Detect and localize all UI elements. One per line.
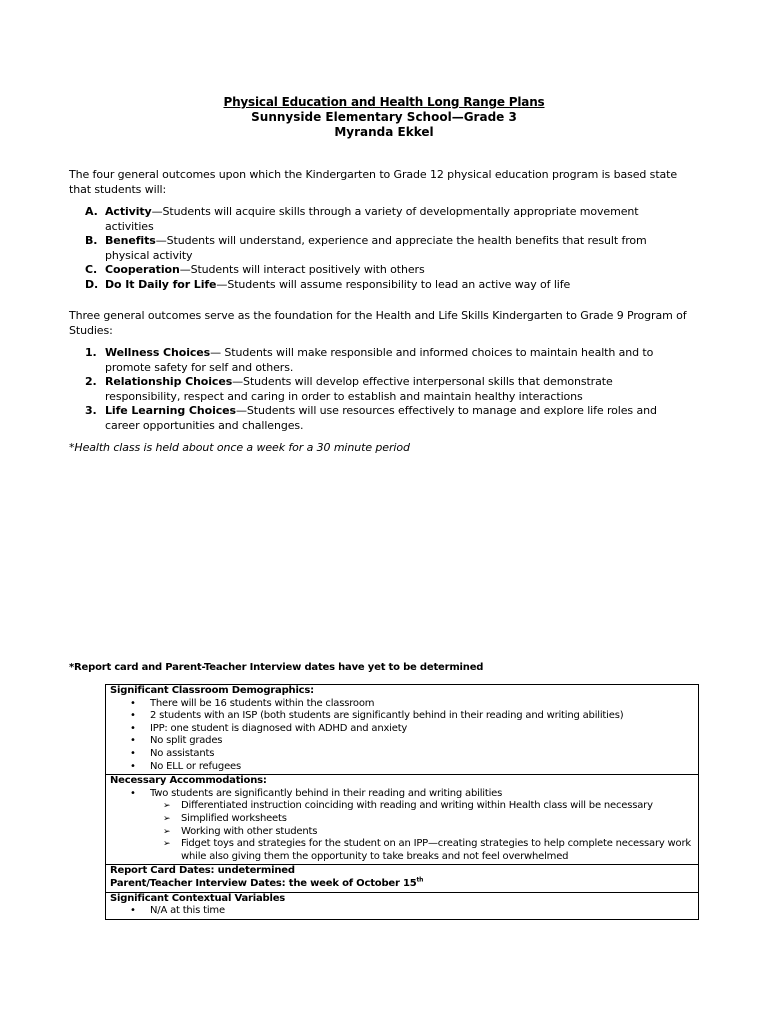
health-class-note: *Health class is held about once a week for a 30 minute period — [69, 441, 410, 454]
accommodations-heading: Necessary Accommodations: — [110, 775, 267, 787]
demographics-cell — [106, 685, 699, 775]
document-header — [0, 95, 768, 140]
outcome-term: Cooperation — [105, 263, 180, 276]
pe-outcomes-list — [69, 205, 689, 292]
outcome-text: —Students will use resources effectively to manage and explore life roles and career opportunities and challenges. — [105, 404, 657, 432]
list-item: D. Do It Daily for Life—Students will assume responsibility to lead an active way of life — [85, 277, 571, 291]
list-item: ➢ Working with other students — [110, 826, 698, 839]
pe-intro: The four general outcomes upon which the Kindergarten to Grade 12 physical education program is based state that students will: — [69, 168, 678, 196]
list-item: 3. Life Learning Choices—Students will use resources effectively to manage and explore life roles and career opportunities and challenges. — [85, 404, 657, 432]
health-intro: Three general outcomes serve as the foundation for the Health and Life Skills Kindergarten to Grade 9 Program of Studies: — [69, 309, 687, 337]
list-item: • IPP: one student is diagnosed with ADHD and anxiety — [110, 723, 698, 736]
list-item: B. Benefits—Students will understand, experience and appreciate the health benefits that result from physical activity — [85, 234, 647, 262]
outcome-text: —Students will acquire skills through a variety of developmentally appropriate movement activities — [105, 205, 639, 233]
list-item: A. Activity—Students will acquire skills through a variety of developmentally appropriate movement activities — [85, 205, 639, 233]
report-card-note: *Report card and Parent-Teacher Interview dates have yet to be determined — [69, 662, 484, 673]
school-name: Sunnyside Elementary School—Grade 3 — [251, 110, 517, 124]
list-item: • There will be 16 students within the classroom — [110, 698, 698, 711]
outcome-text: —Students will develop effective interpersonal skills that demonstrate responsibility, respect and caring in order to establish and maintain healthy interactions — [105, 375, 613, 403]
list-item: • No split grades — [110, 735, 698, 748]
report-card-dates: Report Card Dates: undetermined — [110, 865, 295, 877]
list-item: • No ELL or refugees — [110, 761, 698, 774]
list-item: • Two students are significantly behind in their reading and writing abilities — [110, 788, 698, 801]
outcome-term: Life Learning Choices — [105, 404, 236, 417]
table-row — [106, 775, 699, 865]
health-outcomes-list — [69, 346, 689, 433]
classroom-info-table — [105, 684, 699, 920]
contextual-cell — [106, 892, 699, 919]
contextual-list — [110, 905, 698, 918]
list-item: 2. Relationship Choices—Students will develop effective interpersonal skills that demonstrate responsibility, respect and caring in order to establish and maintain healthy interactions — [85, 375, 613, 403]
demographics-list — [110, 698, 698, 774]
list-item: ➢ Differentiated instruction coinciding with reading and writing within Health class will be necessary — [110, 800, 698, 813]
outcome-term: Wellness Choices — [105, 346, 211, 359]
list-item: ➢ Simplified worksheets — [110, 813, 698, 826]
author-name: Myranda Ekkel — [334, 125, 434, 139]
outcome-term: Do It Daily for Life — [105, 277, 217, 291]
table-row — [106, 865, 699, 892]
outcome-text: —Students will understand, experience and appreciate the health benefits that result from physical activity — [105, 234, 647, 262]
list-item: • N/A at this time — [110, 905, 698, 918]
demographics-heading: Significant Classroom Demographics: — [110, 685, 314, 696]
list-item: C. Cooperation—Students will interact positively with others — [85, 263, 425, 276]
list-item: 1. Wellness Choices— Students will make responsible and informed choices to maintain health and to promote safety for self and others. — [85, 346, 654, 374]
list-item: • No assistants — [110, 748, 698, 761]
document-title: Physical Education and Health Long Range Plans — [223, 95, 545, 109]
outcome-term: Relationship Choices — [105, 375, 233, 388]
outcome-term: Benefits — [105, 234, 156, 247]
contextual-heading: Significant Contextual Variables — [110, 892, 286, 904]
outcome-text: —Students will assume responsibility to lead an active way of life — [216, 277, 571, 291]
accommodations-list — [110, 788, 698, 801]
outcome-text: — Students will make responsible and informed choices to maintain health and to promote safety for self and others. — [105, 346, 654, 374]
table-row — [106, 685, 699, 775]
accommodations-cell — [106, 775, 699, 865]
list-item: • 2 students with an ISP (both students are significantly behind in their reading and writing abilities) — [110, 710, 698, 723]
outcome-text: —Students will interact positively with others — [179, 263, 425, 276]
outcome-term: Activity — [105, 205, 152, 218]
dates-cell — [106, 865, 699, 892]
list-item: ➢ Fidget toys and strategies for the student on an IPP—creating strategies to help complete necessary work while also giving them the opportunity to take breaks and not feel overwhelmed — [110, 838, 698, 863]
interview-dates: Parent/Teacher Interview Dates: the week of October 15th — [110, 876, 424, 889]
table-row — [106, 892, 699, 919]
accommodations-sublist — [110, 800, 698, 863]
